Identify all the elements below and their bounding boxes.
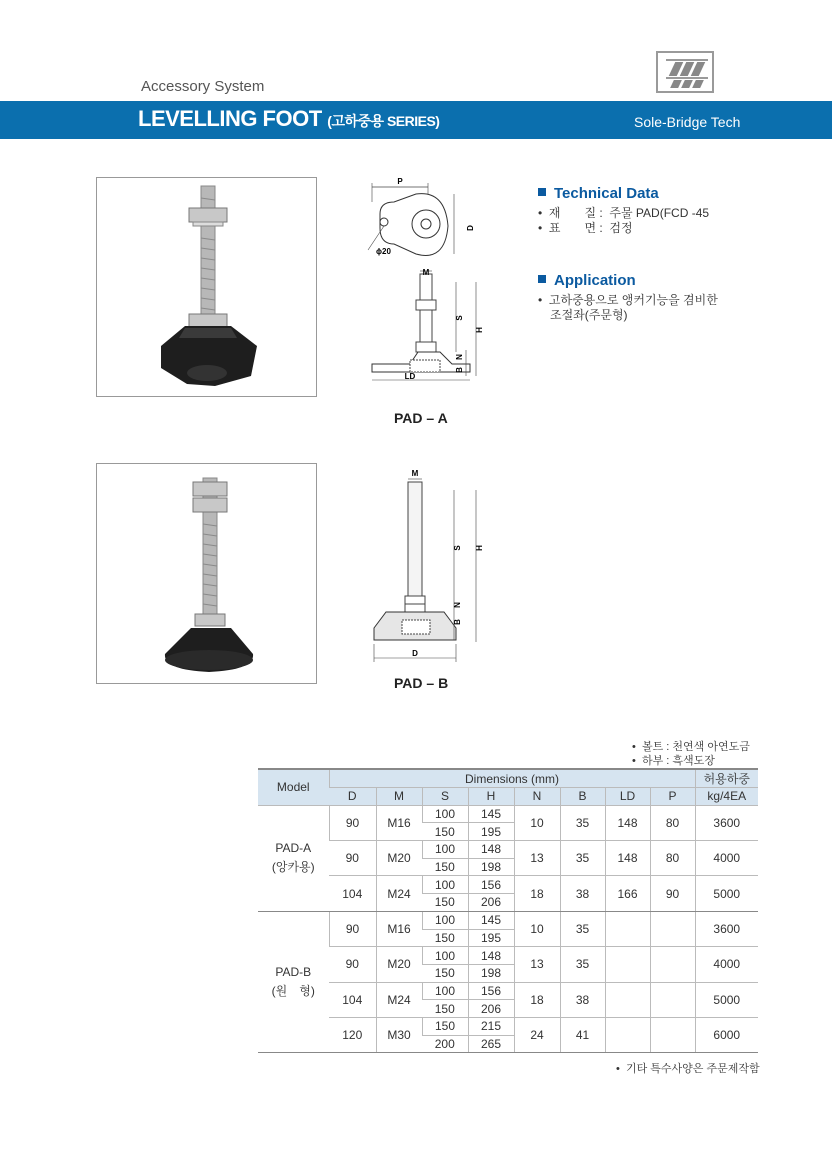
table-cell: M16 xyxy=(376,911,422,946)
table-cell: 100 xyxy=(422,841,468,859)
table-cell: 35 xyxy=(560,947,605,982)
table-cell: 18 xyxy=(514,876,560,911)
dim-s-label: S xyxy=(453,545,462,551)
notes-top: • 볼트 : 천연색 아연도금 • 하부 : 흑색도장 xyxy=(632,741,750,767)
table-cell: M20 xyxy=(376,947,422,982)
table-cell: 148 xyxy=(468,947,514,965)
th-col: M xyxy=(376,788,422,806)
dim-b-label: B xyxy=(455,367,464,373)
table-cell: 90 xyxy=(650,876,695,911)
model-name: PAD-A xyxy=(275,841,312,856)
table-cell: 24 xyxy=(514,1017,560,1052)
table-cell xyxy=(605,947,650,982)
technical-item: • 재 질 : 주물 PAD(FCD -45 xyxy=(538,206,710,220)
table-row xyxy=(258,1017,758,1035)
table-cell: 156 xyxy=(468,982,514,1000)
table-cell: 18 xyxy=(514,982,560,1017)
table-cell: 200 xyxy=(422,1035,468,1053)
table-cell: 100 xyxy=(422,911,468,929)
table-cell: 150 xyxy=(422,823,468,841)
table-cell: M24 xyxy=(376,876,422,911)
dim-n-label: N xyxy=(453,602,462,608)
pad-b-drawing xyxy=(370,466,490,666)
dim-s-label: S xyxy=(455,315,464,321)
technical-data-title: Technical Data xyxy=(538,185,659,202)
table-cell: 13 xyxy=(514,947,560,982)
table-cell: 38 xyxy=(560,876,605,911)
table-row xyxy=(258,876,758,894)
table-cell: 120 xyxy=(329,1017,376,1052)
table-cell: 100 xyxy=(422,876,468,894)
pad-a-caption: PAD – A xyxy=(394,410,448,426)
table-cell: 35 xyxy=(560,805,605,840)
table-cell: 265 xyxy=(468,1035,514,1053)
company-logo xyxy=(656,51,714,93)
table-cell: 90 xyxy=(329,805,376,840)
th-col: S xyxy=(422,788,468,806)
table-row xyxy=(258,805,758,823)
table-cell: 3600 xyxy=(695,911,758,946)
pad-b-photo xyxy=(96,463,317,684)
technical-data-list xyxy=(538,206,709,236)
note-bottom: • 기타 특수사양은 주문제작함 xyxy=(616,1063,760,1075)
pad-a-drawing xyxy=(360,172,490,382)
table-row xyxy=(258,911,758,929)
table-cell: M16 xyxy=(376,805,422,840)
table-cell: 10 xyxy=(514,805,560,840)
table-cell: 100 xyxy=(422,805,468,823)
model-cell xyxy=(258,911,329,1053)
table-cell xyxy=(605,982,650,1017)
spec-table xyxy=(258,768,758,1053)
table-cell: 145 xyxy=(468,911,514,929)
th-col: B xyxy=(560,788,605,806)
table-cell: 38 xyxy=(560,982,605,1017)
table-cell: 4000 xyxy=(695,947,758,982)
table-cell: M30 xyxy=(376,1017,422,1052)
model-type: (원 형) xyxy=(271,984,315,999)
th-model: Model xyxy=(258,769,329,805)
table-cell xyxy=(650,982,695,1017)
dim-h-label: H xyxy=(475,327,484,333)
table-cell: 3600 xyxy=(695,805,758,840)
table-cell: 215 xyxy=(468,1017,514,1035)
table-cell: 148 xyxy=(468,841,514,859)
dim-n-label: N xyxy=(455,354,464,360)
table-cell: 150 xyxy=(422,964,468,982)
th-col: P xyxy=(650,788,695,806)
table-cell xyxy=(650,911,695,946)
category-label: Accessory System xyxy=(141,78,265,95)
table-cell: 206 xyxy=(468,1000,514,1018)
dim-m-label: M xyxy=(422,268,430,277)
table-cell: 156 xyxy=(468,876,514,894)
th-load: 허용하중 xyxy=(695,769,758,788)
dim-m-label: M xyxy=(411,469,419,478)
dim-d-label: D xyxy=(412,649,418,658)
model-cell xyxy=(258,805,329,911)
table-row xyxy=(258,947,758,965)
th-col: LD xyxy=(605,788,650,806)
table-cell: 206 xyxy=(468,894,514,912)
th-col: N xyxy=(514,788,560,806)
table-row xyxy=(258,841,758,859)
dim-hole-label: ϕ20 xyxy=(376,247,391,256)
dim-h-label: H xyxy=(475,545,484,551)
table-cell: 150 xyxy=(422,929,468,947)
table-cell: 195 xyxy=(468,929,514,947)
th-col: H xyxy=(468,788,514,806)
table-cell: 198 xyxy=(468,858,514,876)
table-cell: 90 xyxy=(329,911,376,946)
table-cell: 145 xyxy=(468,805,514,823)
model-type: (앙카용) xyxy=(271,860,315,875)
dim-ld-label: LD xyxy=(404,372,416,381)
table-cell: 90 xyxy=(329,947,376,982)
table-cell: 35 xyxy=(560,841,605,876)
table-cell: 150 xyxy=(422,1017,468,1035)
table-cell xyxy=(650,1017,695,1052)
table-row xyxy=(258,982,758,1000)
th-load-unit: kg/4EA xyxy=(695,788,758,806)
table-cell: 166 xyxy=(605,876,650,911)
table-cell: M20 xyxy=(376,841,422,876)
table-cell: 5000 xyxy=(695,876,758,911)
table-cell: 150 xyxy=(422,858,468,876)
table-cell xyxy=(605,911,650,946)
table-cell: 80 xyxy=(650,805,695,840)
table-cell: 150 xyxy=(422,1000,468,1018)
table-cell: 104 xyxy=(329,982,376,1017)
table-cell: 195 xyxy=(468,823,514,841)
dim-d-label: D xyxy=(466,225,475,231)
table-cell: 148 xyxy=(605,805,650,840)
model-name: PAD-B xyxy=(275,965,312,980)
table-cell: 41 xyxy=(560,1017,605,1052)
th-col: D xyxy=(329,788,376,806)
th-dimensions: Dimensions (mm) xyxy=(329,769,695,788)
table-cell: 148 xyxy=(605,841,650,876)
table-cell: 6000 xyxy=(695,1017,758,1052)
table-cell: 80 xyxy=(650,841,695,876)
table-cell: 10 xyxy=(514,911,560,946)
table-cell: 198 xyxy=(468,964,514,982)
dim-b-label: B xyxy=(453,619,462,625)
table-cell: 90 xyxy=(329,841,376,876)
table-cell: 35 xyxy=(560,911,605,946)
title-main: LEVELLING FOOT xyxy=(138,106,322,131)
table-cell xyxy=(650,947,695,982)
pad-b-caption: PAD – B xyxy=(394,675,449,691)
application-text: • 고하중용으로 앵커기능을 겸비한 조절좌(주문형) xyxy=(538,293,718,322)
application-title: Application xyxy=(538,272,636,289)
table-cell: 4000 xyxy=(695,841,758,876)
table-cell: 100 xyxy=(422,982,468,1000)
table-cell: 100 xyxy=(422,947,468,965)
dim-p-label: P xyxy=(397,177,403,186)
page-title xyxy=(138,106,439,132)
title-sub: (고하중용 SERIES) xyxy=(327,113,440,129)
brand-name: Sole-Bridge Tech xyxy=(634,114,741,130)
table-cell: 5000 xyxy=(695,982,758,1017)
table-cell xyxy=(605,1017,650,1052)
table-cell: 104 xyxy=(329,876,376,911)
table-cell: M24 xyxy=(376,982,422,1017)
pad-a-photo xyxy=(96,177,317,397)
table-cell: 150 xyxy=(422,894,468,912)
table-cell: 13 xyxy=(514,841,560,876)
technical-item: • 표 면 : 검정 xyxy=(538,221,633,235)
